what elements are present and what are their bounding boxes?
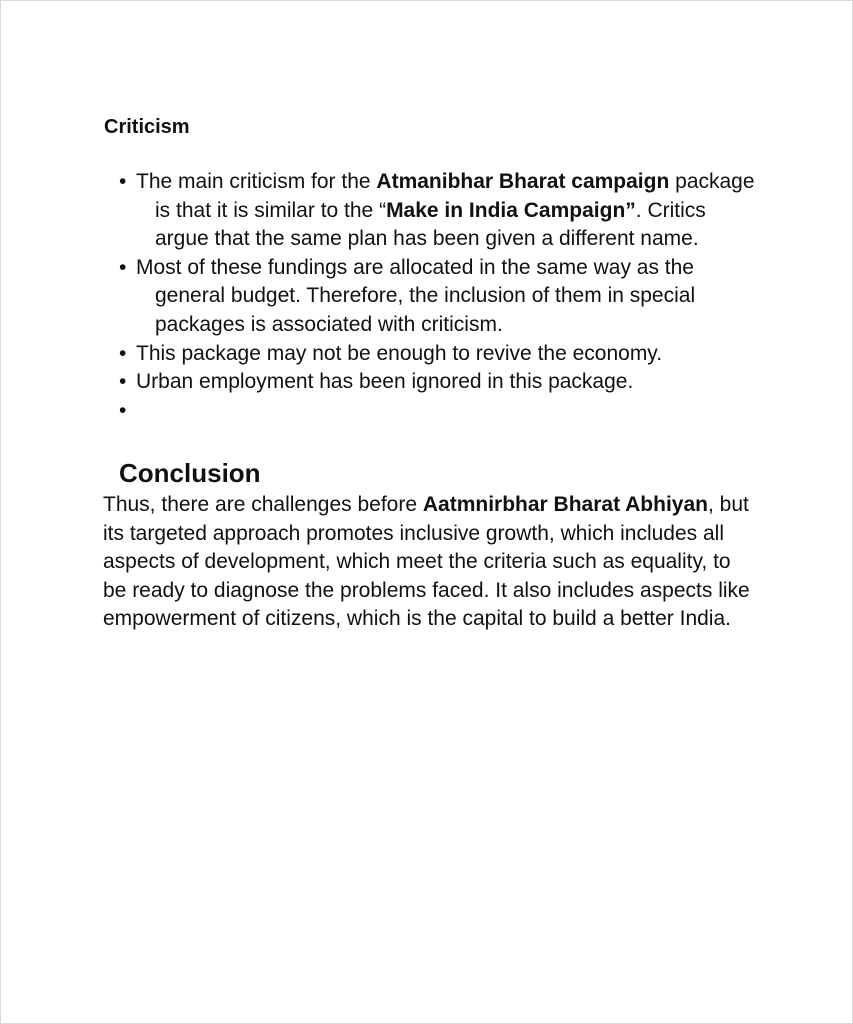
bullet-text: . Critics argue that the same plan has been given a different name.: [155, 198, 706, 251]
paragraph-text: Thus, there are challenges before: [103, 493, 423, 516]
bullet-text-bold: Make in India Campaign”: [386, 198, 636, 222]
bullet-text: The main criticism for the: [136, 170, 377, 193]
bullet-item: [102, 168, 762, 254]
bullet-dot-icon: •: [119, 370, 127, 394]
bullet-dot-icon: •: [119, 170, 127, 193]
bullet-item-empty: [102, 397, 762, 426]
bullet-dot-icon: •: [119, 255, 127, 279]
bullet-dot-icon: •: [119, 398, 127, 422]
conclusion-heading: Conclusion: [119, 458, 261, 488]
paragraph-text-bold: Aatmnirbhar Bharat Abhiyan: [422, 493, 708, 516]
criticism-heading: Criticism: [104, 116, 190, 138]
bullet-text: Most of these fundings are allocated in the same way as the general budget. Therefore, the inclusion of them in special packages is associated with criticism.: [136, 255, 696, 336]
bullet-item: [102, 340, 762, 369]
bullet-text: Urban employment has been ignored in this package.: [136, 370, 634, 394]
bullet-item: [102, 254, 762, 340]
bullet-text: This package may not be enough to revive the economy.: [136, 341, 663, 365]
paragraph-text: , but its targeted approach promotes inclusive growth, which includes all aspects of development, which meet the criteria such as equality, to be ready to diagnose the problems faced. It also includes aspects like empowerment of citizens, which is the capital to build a better India.: [103, 493, 750, 631]
bullet-text: package is that it is similar to the “: [155, 170, 755, 222]
criticism-bullet-list: [102, 168, 762, 425]
bullet-dot-icon: •: [119, 341, 127, 365]
bullet-item: [102, 368, 762, 397]
bullet-text-bold: Atmanibhar Bharat campaign: [376, 170, 670, 193]
conclusion-paragraph: [103, 491, 753, 634]
